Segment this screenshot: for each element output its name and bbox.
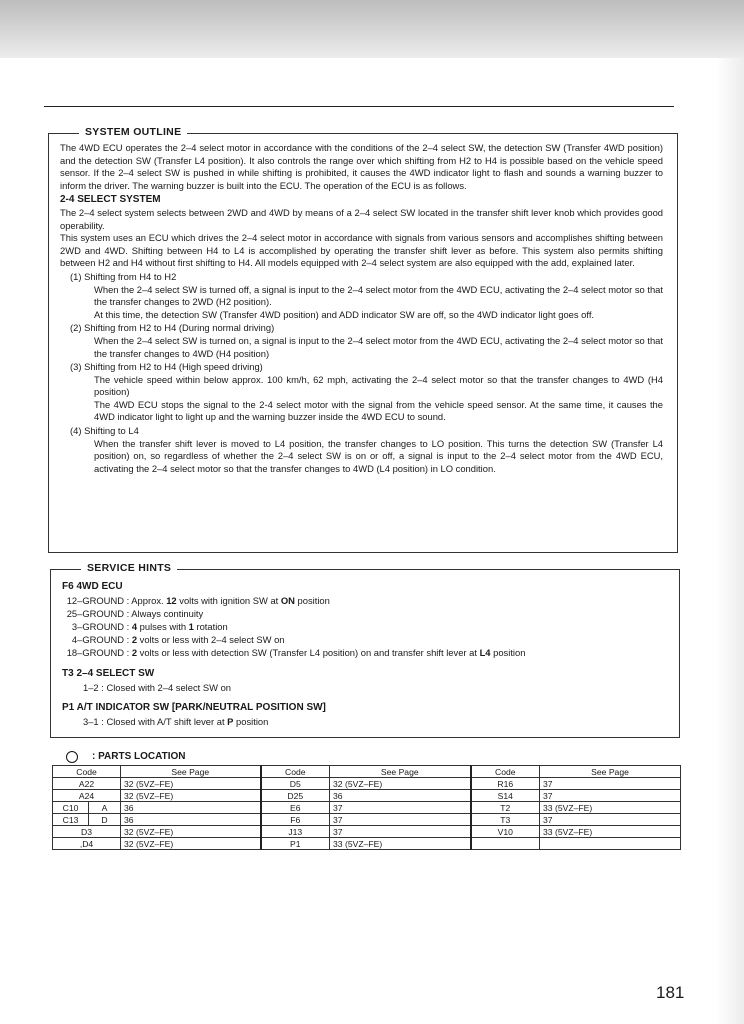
hint-bold: 4 — [131, 621, 138, 632]
f6-hint-line: 18–GROUND : 2 volts or less with detection SW (Transfer L4 position) on and transfer shift lever at L4 position — [62, 647, 525, 660]
col-header-page: See Page — [330, 766, 471, 778]
parts-location-table — [52, 765, 681, 850]
part-page: 33 (5VZ–FE) — [540, 826, 681, 838]
f6-hint-line: 4–GROUND : 2 volts or less with 2–4 select SW on — [62, 634, 285, 647]
col-header-page: See Page — [540, 766, 681, 778]
parts-location-circle-icon — [66, 751, 78, 763]
part-page: 33 (5VZ–FE) — [330, 838, 471, 850]
outline-intro: The 4WD ECU operates the 2–4 select motor in accordance with the conditions of the 2–4 select SW, the detection SW (Transfer 4WD position) and the detection SW (Transfer L4 position). It also controls the range over which shifting from H2 to H4 is possible based on the vehicle speed sensor. If the 2–4 select SW is pushed in while shifting is prohibited, it causes the 4WD indicator light to flash and sounds a warning buzzer to inform the driver. The warning buzzer is built into the ECU. The operation of the ECU is as follows. — [60, 142, 663, 191]
col-header-code: Code — [53, 766, 121, 778]
hint-bold: 12 — [166, 595, 177, 606]
part-page: 32 (5VZ–FE) — [121, 826, 261, 838]
part-code: E6 — [261, 802, 330, 814]
hint-text: rotation — [193, 621, 228, 632]
hint-text: pulses with — [137, 621, 189, 632]
header-rule — [44, 106, 674, 107]
part-code: A24 — [53, 790, 121, 802]
item-1-title: (1) Shifting from H4 to H2 — [70, 270, 177, 282]
part-code: C10 — [53, 802, 89, 814]
hint-text: position — [490, 647, 526, 658]
part-code: D5 — [261, 778, 330, 790]
hint-bold: 2 — [131, 647, 138, 658]
part-page: 33 (5VZ–FE) — [540, 802, 681, 814]
table-row — [53, 778, 681, 790]
system-outline-title: SYSTEM OUTLINE — [79, 126, 187, 138]
item-1-body: When the 2–4 select SW is turned off, a signal is input to the 2–4 select motor from the 4WD ECU, activating the 2–4 select motor so that the transfer changes to 2WD (H2 position). — [94, 283, 663, 308]
table-row — [53, 814, 681, 826]
hint-text: 3–1 : Closed with A/T shift lever at — [83, 716, 228, 727]
part-code: V10 — [471, 826, 540, 838]
part-page: 37 — [540, 778, 681, 790]
hint-terminal: 4–GROUND — [71, 634, 124, 645]
page-number: 181 — [656, 983, 685, 1002]
select-system-para-2: This system uses an ECU which drives the 2–4 select motor in accordance with signals from various sensors and accomplishes shifting between 2WD and 4WD. Shifting between H4 to L4 is accomplished by operating the transfer shift lever as before. This system also permits shifting between H2 and H4 without first shifting to H4. All models equipped with 2–4 select system are also equipped with the add, explained later. — [60, 232, 663, 269]
part-code: P1 — [261, 838, 330, 850]
hint-bold: 1 — [188, 621, 194, 632]
table-row — [53, 838, 681, 850]
f6-heading: F6 4WD ECU — [62, 581, 123, 592]
table-header-row — [53, 766, 681, 778]
part-code: C13 — [53, 814, 89, 826]
hint-bold: 2 — [131, 634, 138, 645]
f6-hint-line: 25–GROUND : Always continuity — [62, 608, 203, 621]
system-outline-content — [60, 142, 663, 475]
part-code: ,D4 — [53, 838, 121, 850]
part-page — [540, 838, 681, 850]
item-4-body: When the transfer shift lever is moved to L4 position, the transfer changes to LO position. This turns the detection SW (Transfer L4 position) on, so regardless of whether the 2–4 select SW is on or off, a signal is input to the 2–4 select motor from the 4WD ECU, activating the 2–4 select motor so that the transfer changes to 4WD (L4 position) in LO condition. — [94, 437, 663, 474]
part-page: 32 (5VZ–FE) — [121, 838, 261, 850]
col-header-code: Code — [261, 766, 330, 778]
part-page: 37 — [540, 790, 681, 802]
part-page: 36 — [121, 802, 261, 814]
part-page: 32 (5VZ–FE) — [121, 778, 261, 790]
part-code: A22 — [53, 778, 121, 790]
part-code: T2 — [471, 802, 540, 814]
part-connector: D — [89, 814, 121, 826]
part-page: 32 (5VZ–FE) — [121, 790, 261, 802]
hint-terminal: 3–GROUND — [71, 621, 124, 632]
hint-text: volts with ignition SW at — [176, 595, 281, 606]
part-page: 32 (5VZ–FE) — [330, 778, 471, 790]
part-code: T3 — [471, 814, 540, 826]
part-code: D25 — [261, 790, 330, 802]
table-row — [53, 826, 681, 838]
f6-hint-line: 3–GROUND : 4 pulses with 1 rotation — [62, 621, 228, 634]
service-hints-title: SERVICE HINTS — [81, 562, 177, 574]
part-page: 37 — [330, 814, 471, 826]
hint-bold: L4 — [479, 647, 491, 658]
hint-text: volts or less with detection SW (Transfer L4 position) on and transfer shift lever at — [137, 647, 480, 658]
item-1-body: At this time, the detection SW (Transfer 4WD position) and ADD indicator SW are off, so the 4WD indicator light goes off. — [94, 308, 595, 320]
scan-top-edge — [0, 0, 744, 58]
part-page: 37 — [540, 814, 681, 826]
t3-heading: T3 2–4 SELECT SW — [62, 668, 155, 679]
hint-terminal: 25–GROUND — [66, 608, 124, 619]
t3-hint-line: 1–2 : Closed with 2–4 select SW on — [83, 682, 231, 693]
part-connector: A — [89, 802, 121, 814]
col-header-page: See Page — [121, 766, 261, 778]
part-page: 37 — [330, 826, 471, 838]
part-code — [471, 838, 540, 850]
part-code: R16 — [471, 778, 540, 790]
table-row — [53, 790, 681, 802]
hint-terminal: 18–GROUND — [66, 647, 124, 658]
hint-terminal: 12–GROUND — [66, 595, 124, 606]
hint-bold: P — [227, 716, 234, 727]
item-2-body: When the 2–4 select SW is turned on, a signal is input to the 2–4 select motor from the 4WD ECU, activating the 2–4 select motor so that the transfer changes to 4WD (H4 position) — [94, 334, 663, 359]
part-code: F6 — [261, 814, 330, 826]
item-2-title: (2) Shifting from H2 to H4 (During normal driving) — [70, 322, 275, 334]
hint-bold: ON — [280, 595, 295, 606]
p1-hint-line — [83, 716, 268, 729]
hint-text: Always continuity — [131, 608, 204, 619]
item-3-title: (3) Shifting from H2 to H4 (High speed driving) — [70, 361, 263, 373]
hint-text: Approx. — [131, 595, 167, 606]
part-page: 36 — [330, 790, 471, 802]
hint-text: position — [294, 595, 330, 606]
parts-location-title: : PARTS LOCATION — [92, 751, 186, 762]
p1-heading: P1 A/T INDICATOR SW [PARK/NEUTRAL POSITION SW] — [62, 702, 326, 713]
item-3-body: The vehicle speed within below approx. 100 km/h, 62 mph, activating the 2–4 select motor so that the transfer changes to 4WD (H4 position) — [94, 373, 663, 398]
select-system-para-1: The 2–4 select system selects between 2WD and 4WD by means of a 2–4 select SW located in the transfer shift lever knob which provides good operability. — [60, 206, 663, 231]
scan-right-shadow — [716, 58, 744, 1024]
f6-hint-line: 12–GROUND : Approx. 12 volts with ignition SW at ON position — [62, 595, 330, 608]
item-4-title: (4) Shifting to L4 — [70, 425, 139, 437]
table-row — [53, 802, 681, 814]
col-header-code: Code — [471, 766, 540, 778]
part-code: D3 — [53, 826, 121, 838]
select-system-heading: 2-4 SELECT SYSTEM — [60, 194, 161, 206]
part-page: 36 — [121, 814, 261, 826]
part-code: S14 — [471, 790, 540, 802]
item-3-body: The 4WD ECU stops the signal to the 2-4 select motor with the signal from the vehicle speed sensor. At the same time, it causes the 4WD indicator light to light up and the warning buzzer inside the 4WD ECU to sound. — [94, 398, 663, 423]
hint-text: position — [233, 716, 269, 727]
hint-text: volts or less with 2–4 select SW on — [137, 634, 285, 645]
part-page: 37 — [330, 802, 471, 814]
part-code: J13 — [261, 826, 330, 838]
